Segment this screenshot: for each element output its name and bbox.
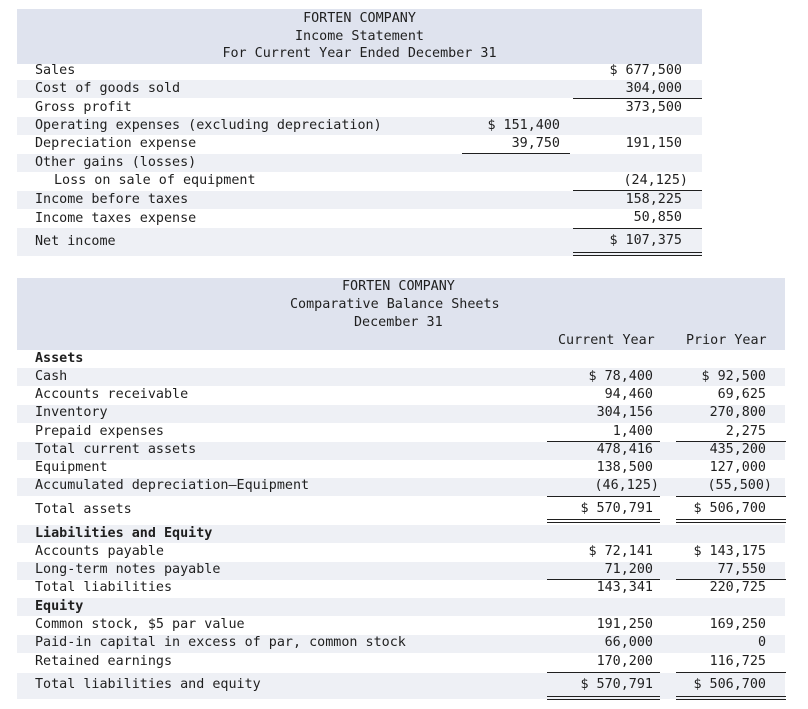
cogs-label: Cost of goods sold	[35, 81, 181, 96]
total-liab-equity-prior: $ 506,700	[693, 677, 766, 692]
common-stock-current: 191,250	[596, 617, 653, 632]
loss-on-sale-label: Loss on sale of equipment	[54, 173, 256, 188]
income-taxes-label: Income taxes expense	[35, 211, 197, 226]
balance-sheet-company-text: FORTEN COMPANY	[342, 279, 455, 294]
total-current-assets-current: 478,416	[596, 442, 653, 457]
common-stock-label: Common stock, $5 par value	[35, 617, 245, 632]
operating-expenses-value: $ 151,400	[487, 118, 560, 133]
other-gains-label: Other gains (losses)	[35, 155, 197, 170]
accum-dep-underline-current	[547, 496, 660, 497]
paid-in-capital-prior: 0	[757, 635, 766, 650]
total-liab-equity-double-underline-prior	[676, 696, 786, 700]
common-stock-prior: 169,250	[709, 617, 766, 632]
net-income-double-underline	[573, 252, 702, 256]
inventory-label: Inventory	[35, 405, 108, 420]
loss-underline	[573, 190, 702, 191]
depreciation-label: Depreciation expense	[35, 136, 197, 151]
total-liabilities-label: Total liabilities	[35, 580, 173, 595]
lt-notes-underline-current	[547, 579, 660, 580]
inventory-prior: 270,800	[709, 405, 766, 420]
retained-underline-prior	[676, 672, 786, 673]
accounts-payable-current: $ 72,141	[588, 544, 653, 559]
gross-profit-label: Gross profit	[35, 100, 132, 115]
accum-dep-label: Accumulated depreciation—Equipment	[35, 478, 310, 493]
cogs-underline	[573, 98, 702, 99]
row-band	[17, 405, 785, 423]
total-current-assets-label: Total current assets	[35, 442, 197, 457]
lt-notes-current: 71,200	[604, 562, 653, 577]
total-liab-equity-label: Total liabilities and equity	[35, 677, 261, 692]
income-taxes-value: 50,850	[633, 210, 682, 225]
accum-dep-current: (46,125)	[594, 478, 659, 493]
paid-in-capital-label: Paid-in capital in excess of par, common stock	[35, 635, 406, 650]
prior-year-column-header: Prior Year	[686, 333, 767, 348]
lt-notes-label: Long-term notes payable	[35, 562, 221, 577]
equity-heading: Equity	[35, 599, 84, 614]
income-statement-period: For Current Year Ended December 31	[222, 46, 497, 61]
prepaid-underline-prior	[676, 441, 786, 442]
cash-prior: $ 92,500	[701, 369, 766, 384]
total-current-assets-prior: 435,200	[709, 442, 766, 457]
income-before-taxes-value: 158,225	[625, 192, 682, 207]
retained-earnings-label: Retained earnings	[35, 654, 173, 669]
assets-heading: Assets	[35, 351, 84, 366]
retained-underline-current	[547, 672, 660, 673]
income-before-taxes-label: Income before taxes	[35, 192, 189, 207]
paid-in-capital-current: 66,000	[604, 635, 653, 650]
row-band	[17, 598, 785, 616]
total-assets-prior: $ 506,700	[693, 501, 766, 516]
cogs-value: 304,000	[625, 81, 682, 96]
cash-label: Cash	[35, 369, 68, 384]
loss-on-sale-value: (24,125)	[623, 173, 688, 188]
sales-value: $ 677,500	[609, 63, 682, 78]
operating-expenses-label: Operating expenses (excluding depreciation)	[35, 118, 382, 133]
lt-notes-underline-prior	[676, 579, 786, 580]
income-statement-title: Income Statement	[295, 28, 424, 44]
cash-current: $ 78,400	[588, 369, 653, 384]
equipment-prior: 127,000	[709, 460, 766, 475]
accounts-receivable-prior: 69,625	[717, 387, 766, 402]
total-assets-label: Total assets	[35, 502, 132, 517]
balance-sheet-title: Comparative Balance Sheets	[290, 297, 500, 312]
taxes-underline	[573, 228, 702, 229]
total-assets-double-underline-current	[547, 519, 660, 523]
equipment-current: 138,500	[596, 460, 653, 475]
accum-dep-prior: (55,500)	[707, 478, 772, 493]
prepaid-label: Prepaid expenses	[35, 424, 164, 439]
balance-sheet-date: December 31	[354, 315, 443, 330]
income-statement-company: FORTEN COMPANY	[303, 11, 416, 26]
prepaid-current: 1,400	[612, 424, 653, 439]
accounts-receivable-current: 94,460	[604, 387, 653, 402]
total-liabilities-current: 143,341	[596, 580, 653, 595]
income-statement-header	[17, 9, 702, 64]
depreciation-value: 39,750	[511, 136, 560, 151]
retained-earnings-current: 170,200	[596, 654, 653, 669]
gross-profit-value: 373,500	[625, 100, 682, 115]
total-assets-double-underline-prior	[676, 519, 786, 523]
net-income-value: $ 107,375	[609, 233, 682, 248]
total-assets-current: $ 570,791	[580, 501, 653, 516]
accounts-receivable-label: Accounts receivable	[35, 387, 189, 402]
accounts-payable-prior: $ 143,175	[693, 544, 766, 559]
liab-equity-heading: Liabilities and Equity	[35, 526, 213, 541]
current-year-column-header: Current Year	[558, 333, 655, 348]
lt-notes-prior: 77,550	[717, 562, 766, 577]
total-expenses-value: 191,150	[625, 136, 682, 151]
prepaid-underline-current	[547, 441, 660, 442]
sales-label: Sales	[35, 63, 76, 78]
total-liabilities-prior: 220,725	[709, 580, 766, 595]
total-liab-equity-double-underline-current	[547, 696, 660, 700]
inventory-current: 304,156	[596, 405, 653, 420]
subtotal-underline	[462, 153, 570, 154]
prepaid-prior: 2,275	[725, 424, 766, 439]
accum-dep-underline-prior	[676, 496, 786, 497]
net-income-label: Net income	[35, 234, 116, 249]
total-liab-equity-current: $ 570,791	[580, 677, 653, 692]
accounts-payable-label: Accounts payable	[35, 544, 164, 559]
row-band	[17, 368, 785, 386]
equipment-label: Equipment	[35, 460, 108, 475]
retained-earnings-prior: 116,725	[709, 654, 766, 669]
